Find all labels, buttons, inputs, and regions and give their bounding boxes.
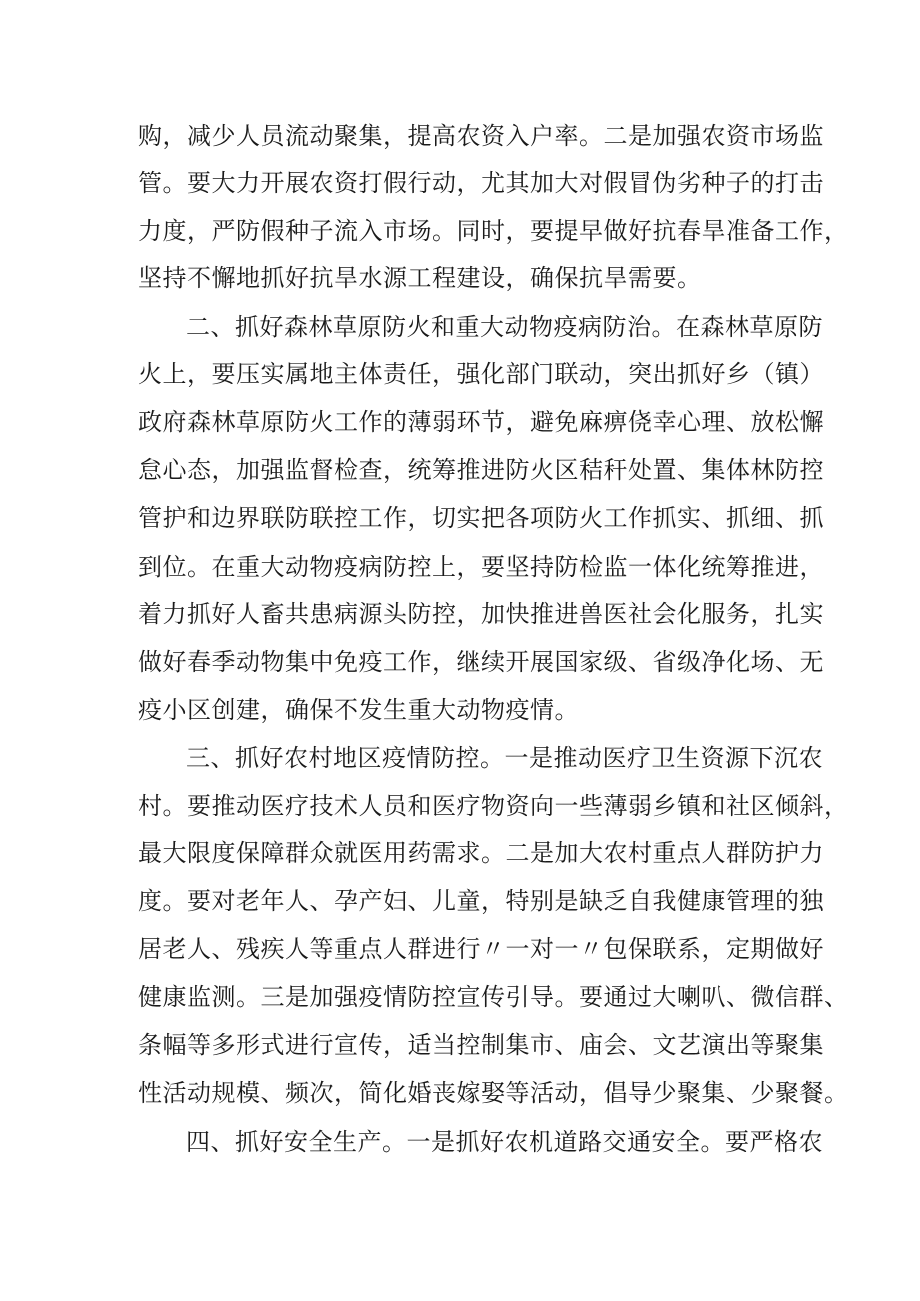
- text-line: 村。要推动医疗技术人员和医疗物资向一些薄弱乡镇和社区倾斜，: [138, 792, 849, 820]
- text-line: 居老人、残疾人等重点人群进行〃一对一〃包保联系，定期做好: [138, 935, 824, 963]
- text-line: 购，减少人员流动聚集，提高农资入户率。二是加强农资市场监: [138, 122, 824, 150]
- paragraph-start-line: 四、抓好安全生产。一是抓好农机道路交通安全。要严格农: [186, 1128, 823, 1156]
- text-line: 到位。在重大动物疫病防控上，要坚持防检监一体化统筹推进，: [138, 553, 824, 581]
- text-line: 疫小区创建，确保不发生重大动物疫情。: [138, 696, 579, 724]
- text-line: 做好春季动物集中免疫工作，继续开展国家级、省级净化场、无: [138, 648, 824, 676]
- text-line: 坚持不懈地抓好抗旱水源工程建设，确保抗旱需要。: [138, 264, 702, 292]
- text-line: 着力抓好人畜共患病源头防控，加快推进兽医社会化服务，扎实: [138, 600, 824, 628]
- text-line: 度。要对老年人、孕产妇、儿童，特别是缺乏自我健康管理的独: [138, 887, 824, 915]
- text-line: 最大限度保障群众就医用药需求。二是加大农村重点人群防护力: [138, 839, 824, 867]
- text-line: 性活动规模、频次，简化婚丧嫁娶等活动，倡导少聚集、少聚餐。: [138, 1079, 849, 1107]
- text-line: 火上，要压实属地主体责任，强化部门联动，突出抓好乡（镇）: [138, 360, 824, 388]
- paragraph-start-line: 三、抓好农村地区疫情防控。一是推动医疗卫生资源下沉农: [186, 744, 823, 772]
- text-line: 管。要大力开展农资打假行动，尤其加大对假冒伪劣种子的打击: [138, 169, 824, 197]
- text-line: 条幅等多形式进行宣传，适当控制集市、庙会、文艺演出等聚集: [138, 1031, 824, 1059]
- text-line: 管护和边界联防联控工作，切实把各项防火工作抓实、抓细、抓: [138, 504, 824, 532]
- text-line: 健康监测。三是加强疫情防控宣传引导。要通过大喇叭、微信群、: [138, 983, 849, 1011]
- text-line: 政府森林草原防火工作的薄弱环节，避免麻痹侥幸心理、放松懈: [138, 408, 824, 436]
- paragraph-start-line: 二、抓好森林草原防火和重大动物疫病防治。在森林草原防: [186, 313, 823, 341]
- text-line: 力度，严防假种子流入市场。同时，要提早做好抗春旱准备工作，: [138, 217, 849, 245]
- text-line: 怠心态，加强监督检查，统筹推进防火区秸秆处置、集体林防控: [138, 456, 824, 484]
